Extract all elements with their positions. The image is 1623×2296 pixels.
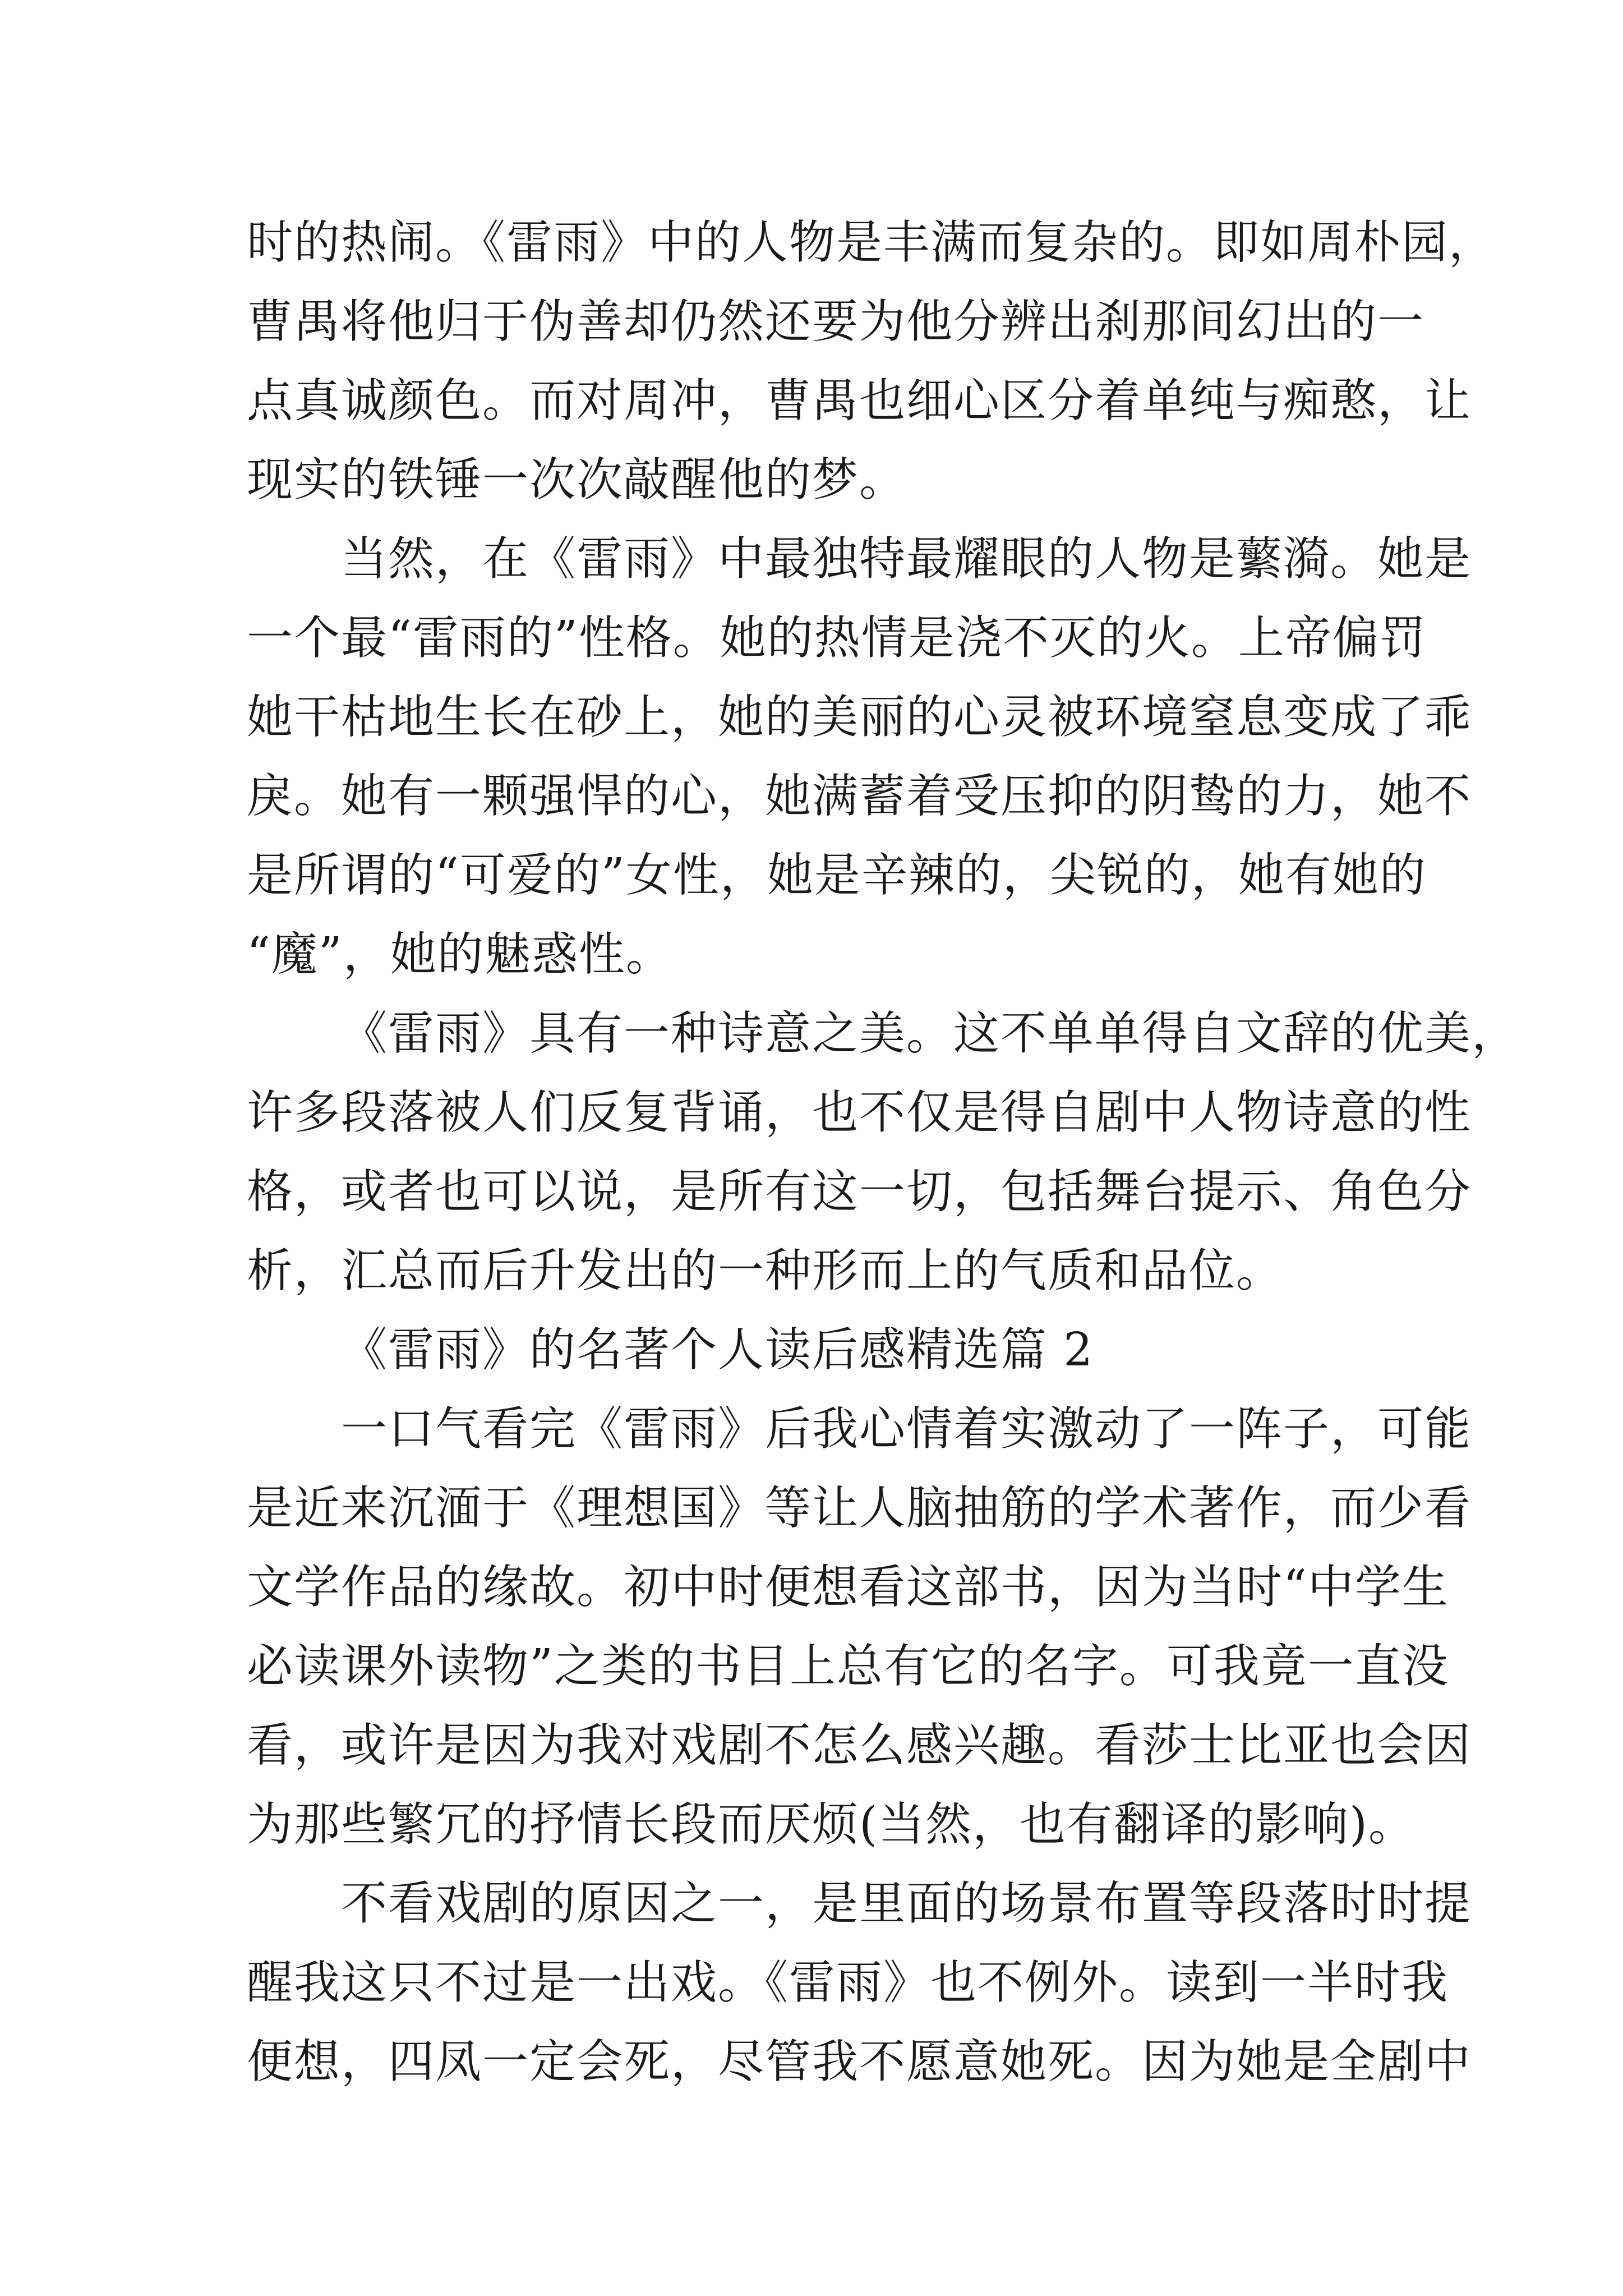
text-line: 析，汇总而后升发出的一种形而上的气质和品位。 [247,1244,1284,1297]
text-line: 文学作品的缘故。初中时便想看这部书，因为当时“中学生 [247,1561,1449,1614]
paragraph-first-line: 《雷雨》具有一种诗意之美。这不单单得自文辞的优美， [341,1007,1519,1060]
text-line: 必读课外读物”之类的书目上总有它的名字。可我竟一直没 [247,1640,1449,1693]
text-line: 便想，四凤一定会死，尽管我不愿意她死。因为她是全剧中 [247,2035,1472,2088]
paragraph-first-line: 一口气看完《雷雨》后我心情着实激动了一阵子，可能 [341,1402,1472,1456]
text-line: 曹禺将他归于伪善却仍然还要为他分辨出刹那间幻出的一 [247,295,1425,348]
text-line: 时的热闹。《雷雨》中的人物是丰满而复杂的。即如周朴园， [247,216,1496,269]
text-line: 为那些繁冗的抒情长段而厌烦(当然，也有翻译的影响)。 [247,1798,1415,1851]
text-line: 点真诚颜色。而对周冲，曹禺也细心区分着单纯与痴憨，让 [247,374,1472,427]
body-text [247,203,1519,2101]
section-heading: 《雷雨》的名著个人读后感精选篇 2 [341,1323,1094,1377]
text-line: 一个最“雷雨的”性格。她的热情是浇不灭的火。上帝偏罚 [247,611,1427,665]
text-line: 格，或者也可以说，是所有这一切，包括舞台提示、角色分 [247,1165,1472,1218]
paragraph-first-line: 不看戏剧的原因之一，是里面的场景布置等段落时时提 [341,1877,1472,1930]
text-line: 看，或许是因为我对戏剧不怎么感兴趣。看莎士比亚也会因 [247,1719,1472,1772]
text-line: 她干枯地生长在砂上，她的美丽的心灵被环境窒息变成了乖 [247,691,1472,744]
text-line: 现实的铁锤一次次敲醒他的梦。 [247,453,907,507]
text-line: 醒我这只不过是一出戏。《雷雨》也不例外。读到一半时我 [247,1956,1449,2009]
text-line: 是所谓的“可爱的”女性，她是辛辣的，尖锐的，她有她的 [247,849,1427,902]
paragraph-first-line: 当然，在《雷雨》中最独特最耀眼的人物是蘩漪。她是 [341,532,1472,586]
text-line: 许多段落被人们反复背诵，也不仅是得自剧中人物诗意的性 [247,1086,1472,1139]
text-line: 戾。她有一颗强悍的心，她满蓄着受压抑的阴鸷的力，她不 [247,770,1472,823]
text-line: “魔”，她的魅惑性。 [247,928,673,981]
text-line: 是近来沉湎于《理想国》等让人脑抽筋的学术著作，而少看 [247,1481,1472,1535]
